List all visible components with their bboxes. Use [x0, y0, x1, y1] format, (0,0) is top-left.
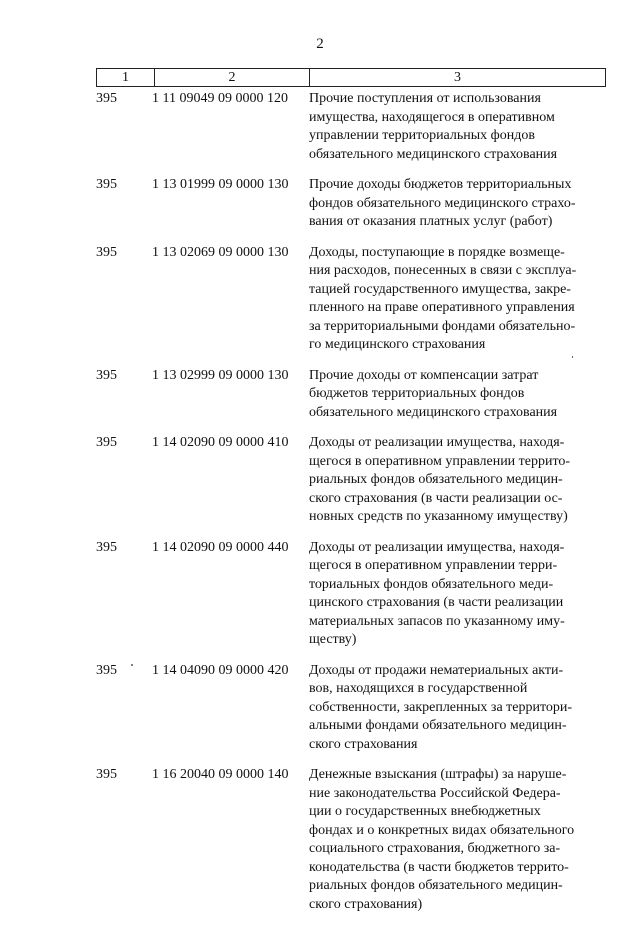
- description-line: управлении территориальных фондов: [309, 128, 535, 143]
- description-line: цинского страхования (в части реализации: [309, 595, 564, 610]
- description-line: Прочие доходы от компенсации затрат: [309, 367, 539, 383]
- header-col-1: 1: [97, 69, 155, 86]
- admin-code: 395: [96, 662, 117, 678]
- table-row: [96, 434, 616, 527]
- description-line: риальных фондов обязательного медицин-: [309, 472, 563, 487]
- admin-code: 395: [96, 367, 117, 383]
- table-row: [96, 766, 616, 914]
- description-line: фондах и о конкретных видах обязательного: [309, 822, 575, 838]
- income-description: [309, 539, 601, 650]
- description-line: обязательного медицинского страхования: [309, 404, 558, 420]
- description-line: Доходы от реализации имущества, находя-: [309, 539, 565, 555]
- description-line: тацией государственного имущества, закре-: [309, 281, 571, 297]
- description-line: ние законодательства Российской Федера-: [309, 785, 561, 801]
- description-line: щегося в оперативном управлении терри-: [309, 558, 558, 573]
- budget-classification-code: 1 13 01999 09 0000 130: [152, 177, 289, 192]
- income-description: [309, 90, 601, 164]
- description-line: социального страхования, бюджетного за-: [309, 841, 561, 856]
- description-line: щегося в оперативном управлении террито-: [309, 453, 571, 469]
- admin-code: 395: [96, 435, 117, 450]
- table-row: [96, 367, 616, 423]
- income-description: [309, 244, 601, 355]
- description-line: Доходы, поступающие в порядке возмеще-: [309, 244, 565, 260]
- description-line: конодательства (в части бюджетов террито-: [309, 859, 569, 875]
- admin-code: 395: [96, 91, 117, 106]
- description-line: го медицинского страхования: [309, 337, 486, 352]
- description-line: ции о государственных внебюджетных: [309, 804, 541, 819]
- scan-speck: [131, 664, 133, 666]
- budget-classification-code: 1 11 09049 09 0000 120: [152, 91, 288, 106]
- table-header: [96, 68, 606, 87]
- income-description: [309, 176, 601, 232]
- scan-speck: [572, 356, 573, 358]
- budget-classification-code: 1 14 02090 09 0000 440: [152, 539, 289, 555]
- table-row: [96, 176, 616, 232]
- income-description: [309, 434, 601, 527]
- description-line: имущества, находящегося в оперативном: [309, 109, 555, 125]
- description-line: Прочие доходы бюджетов территориальных: [309, 177, 572, 192]
- description-line: собственности, закрепленных за территори-: [309, 699, 573, 715]
- header-col-3: 3: [454, 70, 461, 85]
- description-line: за территориальными фондами обязательно-: [309, 318, 576, 334]
- description-line: ществу): [309, 632, 357, 647]
- budget-classification-code: 1 14 02090 09 0000 410: [152, 435, 289, 450]
- description-line: пленного на праве оперативного управления: [309, 300, 575, 315]
- admin-code: 395: [96, 767, 117, 782]
- description-line: Доходы от реализации имущества, находя-: [309, 435, 565, 450]
- description-line: фондов обязательного медицинского страхо-: [309, 195, 576, 211]
- table-row: [96, 244, 616, 355]
- description-line: бюджетов территориальных фондов: [309, 386, 525, 401]
- description-line: вов, находящихся в государственной: [309, 681, 528, 696]
- description-line: Денежные взыскания (штрафы) за наруше-: [309, 767, 567, 782]
- table-row: [96, 662, 616, 755]
- description-line: Доходы от продажи нематериальных акти-: [309, 662, 564, 678]
- admin-code: 395: [96, 177, 117, 192]
- budget-classification-code: 1 13 02999 09 0000 130: [152, 367, 289, 383]
- description-line: новных средств по указанному имуществу): [309, 509, 568, 524]
- table-body: [96, 90, 616, 926]
- table-row: [96, 539, 616, 650]
- description-line: ториальных фондов обязательного меди-: [309, 576, 554, 592]
- description-line: альными фондами обязательного медицин-: [309, 718, 567, 733]
- description-line: вания от оказания платных услуг (работ): [309, 214, 553, 229]
- budget-classification-code: 1 16 20040 09 0000 140: [152, 767, 289, 782]
- budget-classification-code: 1 13 02069 09 0000 130: [152, 244, 289, 260]
- income-description: [309, 662, 601, 755]
- header-col-2: 2: [155, 69, 310, 86]
- page-number: 2: [316, 36, 324, 52]
- description-line: ского страхования: [309, 736, 418, 752]
- description-line: ского страхования): [309, 896, 423, 912]
- income-description: [309, 766, 601, 914]
- admin-code: 395: [96, 244, 117, 260]
- description-line: ского страхования (в части реализации ос-: [309, 490, 563, 506]
- description-line: обязательного медицинского страхования: [309, 146, 558, 162]
- budget-classification-code: 1 14 04090 09 0000 420: [152, 662, 289, 678]
- description-line: материальных запасов по указанному иму-: [309, 613, 565, 629]
- description-line: Прочие поступления от использования: [309, 91, 541, 106]
- description-line: ния расходов, понесенных в связи с эксплуа-: [309, 263, 577, 278]
- description-line: риальных фондов обязательного медицин-: [309, 878, 563, 893]
- table-row: [96, 90, 616, 164]
- income-description: [309, 367, 601, 423]
- admin-code: 395: [96, 539, 117, 555]
